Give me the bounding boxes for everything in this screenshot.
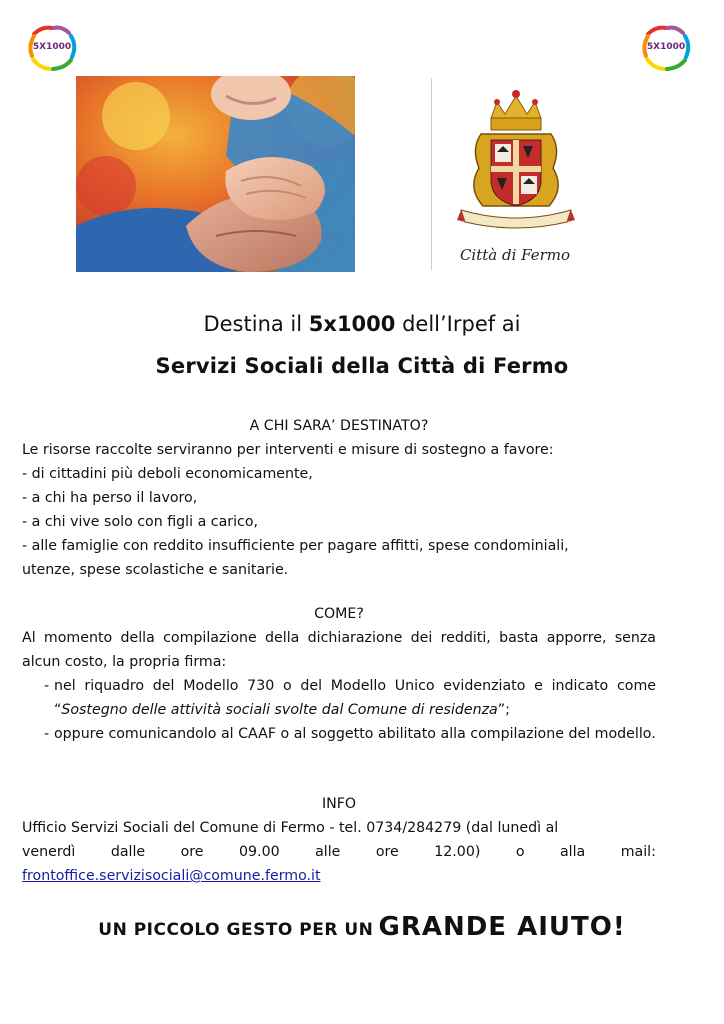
section-heading-destinato: A CHI SARA’ DESTINATO? — [249, 418, 429, 434]
info-line: Ufficio Servizi Sociali del Comune di Fermo - tel. 0734/284279 (dal lunedì al — [22, 820, 559, 836]
list-item: - di cittadini più deboli economicamente, — [22, 466, 313, 482]
section-heading-come: COME? — [314, 606, 364, 622]
how-list — [22, 674, 656, 746]
holding-hands-photo — [76, 76, 355, 272]
list-item: - nel riquadro del Modello 730 o del Modello Unico evidenziato e indicato come “Sostegno delle attività sociali svolte dal Comune di residenza”; — [22, 674, 656, 722]
info-line-justified: venerdì dalle ore 09.00 alle ore 12.00) o alla mail: — [22, 844, 656, 860]
section-heading-info: INFO — [321, 796, 357, 812]
headline-line-1: Destina il 5x1000 dell’Irpef ai — [203, 312, 521, 336]
paragraph-line: utenze, spese scolastiche e sanitarie. — [22, 562, 289, 578]
list-item: - alle famiglie con reddito insufficiente per pagare affitti, spese condominiali, — [22, 538, 569, 554]
list-item: - a chi ha perso il lavoro, — [22, 490, 198, 506]
list-item: - oppure comunicandolo al CAAF o al soggetto abilitato alla compilazione del modello. — [22, 722, 656, 746]
5x1000-logo-right: 5X1000 — [638, 22, 694, 74]
section-beneficiaries — [22, 414, 656, 582]
email-link[interactable]: frontoffice.servizisociali@comune.fermo.it — [22, 868, 321, 884]
coat-of-arms-emblem — [457, 88, 575, 233]
paragraph-intro: Al momento della compilazione della dichiarazione dei redditi, basta apporre, senza alcun costo, la propria firma: — [22, 630, 656, 670]
section-info — [22, 792, 656, 888]
city-name-caption: Città di Fermo — [459, 246, 571, 264]
section-how — [22, 602, 656, 746]
vertical-divider — [431, 78, 432, 270]
slogan: UN PICCOLO GESTO PER UN GRANDE AIUTO! — [98, 912, 626, 942]
paragraph-line: Le risorse raccolte serviranno per interventi e misure di sostegno a favore: — [22, 442, 554, 458]
5x1000-logo-left: 5X1000 — [24, 22, 80, 74]
headline-line-2: Servizi Sociali della Città di Fermo — [155, 354, 569, 378]
list-item: - a chi vive solo con figli a carico, — [22, 514, 259, 530]
